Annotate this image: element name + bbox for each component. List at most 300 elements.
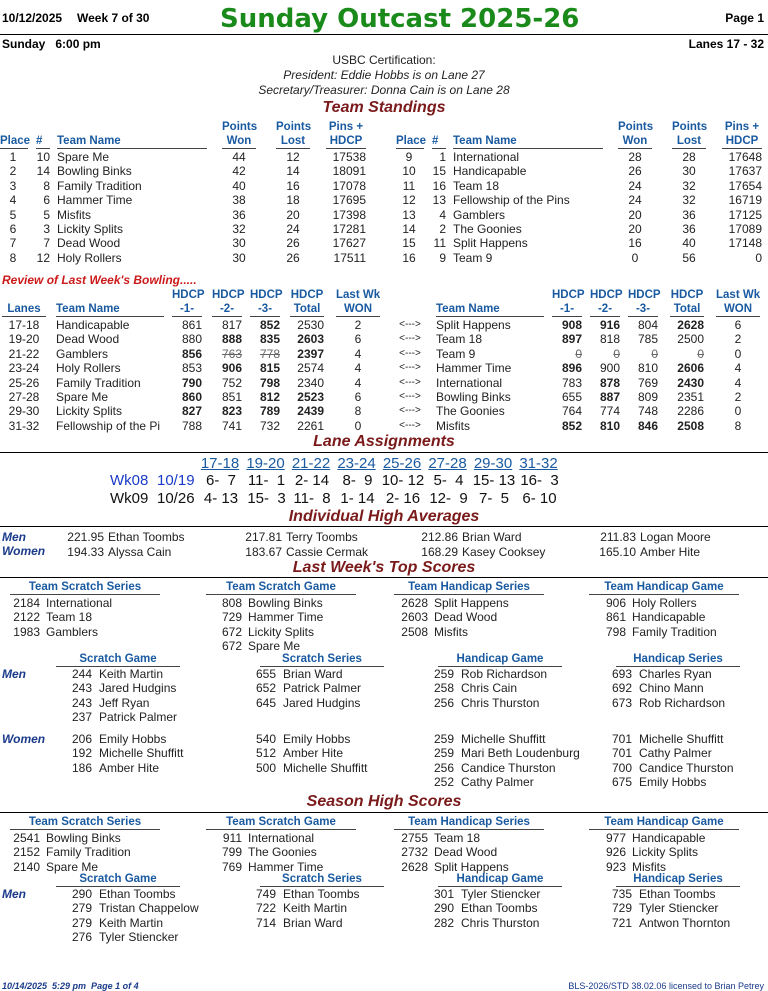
- bowler-name: Ethan Toombs: [639, 887, 716, 901]
- review-score-right: 2606: [677, 361, 704, 376]
- individual-score: 276: [71, 930, 92, 945]
- individual-score: 673: [611, 695, 632, 710]
- review-won-header: WON: [716, 303, 760, 317]
- review-lanes: 23-24: [8, 361, 40, 376]
- page-label: Page 1: [725, 11, 764, 25]
- team-score: 2755: [401, 831, 428, 845]
- review-score-right: 2430: [677, 375, 704, 390]
- day-time: Sunday 6:00 pm: [2, 37, 101, 51]
- individual-score: 279: [71, 901, 92, 916]
- lane-matchup: 6- 10: [522, 490, 557, 507]
- standing-team-num: 10: [36, 150, 50, 164]
- team-name: Family Tradition: [632, 624, 717, 639]
- individual-score: 252: [433, 775, 454, 790]
- average-value: 221.95: [67, 530, 104, 544]
- standing-team-num: 5: [43, 207, 50, 222]
- standing-team-num: 6: [43, 193, 50, 208]
- standing-points-lost: 26: [286, 236, 300, 251]
- standing-team-name: The Goonies: [453, 222, 522, 236]
- pins-header-top: Pins +: [328, 121, 364, 133]
- review-lanes: 29-30: [8, 404, 40, 419]
- standing-points-won: 38: [232, 193, 246, 208]
- review-won-left: 4: [354, 346, 362, 361]
- standing-team-name: Misfits: [57, 207, 91, 222]
- standing-team-name: Bowling Binks: [57, 164, 132, 179]
- team-score: 729: [221, 610, 242, 625]
- team-score-header: Team Handicap Series: [394, 581, 544, 595]
- team-name: Team 18: [434, 831, 481, 845]
- review-score-right: 818: [599, 332, 620, 347]
- bowler-name: Chris Cain: [461, 681, 518, 696]
- review-team-right: Bowling Binks: [436, 390, 511, 404]
- review-score-left: 790: [181, 375, 202, 390]
- standing-pins-hdcp: 17078: [332, 178, 366, 193]
- standing-team-num: 15: [432, 164, 446, 179]
- standing-place: 6: [9, 222, 17, 236]
- review-game-header: -1-: [172, 303, 202, 317]
- team-name: Lickity Splits: [632, 845, 699, 860]
- lane-matchup: 8- 9: [342, 472, 373, 489]
- team-score: 2628: [401, 859, 428, 874]
- lane-matchup: 15- 3: [247, 490, 286, 507]
- standing-points-lost: 12: [286, 150, 300, 164]
- review-score-left: 827: [181, 404, 202, 419]
- standing-team-num: 1: [439, 150, 446, 164]
- review-score-right: 0: [613, 346, 620, 361]
- review-team-right: Team 9: [436, 346, 476, 361]
- lane-assign-title: Lane Assignments: [313, 433, 455, 450]
- lastweek-rule: [0, 577, 768, 578]
- review-won-left: 2: [354, 318, 362, 332]
- review-score-right: 748: [637, 404, 658, 419]
- standing-pins-hdcp: 0: [755, 250, 762, 265]
- bowler-name: Ethan Toombs: [99, 887, 176, 901]
- review-total-header-top: HDCP: [290, 289, 324, 301]
- review-won-left: 8: [354, 404, 362, 419]
- pins-header: HDCP: [722, 135, 762, 149]
- individual-score-header: Handicap Game: [438, 873, 562, 887]
- bowler-name: Rob Richardson: [639, 695, 726, 710]
- standing-team-name: Family Tradition: [57, 178, 142, 193]
- review-title: Review of Last Week's Bowling.....: [2, 273, 197, 287]
- place-header: Place: [0, 135, 31, 147]
- standing-points-lost: 14: [286, 164, 300, 179]
- review-score-left: 788: [181, 418, 202, 433]
- team-name: Handicapable: [632, 610, 706, 625]
- bowler-name: Brian Ward: [283, 915, 343, 930]
- review-won-left: 6: [354, 390, 362, 404]
- week-label: Week 7 of 30: [77, 11, 150, 25]
- standing-team-num: 11: [433, 236, 446, 251]
- team-name: Handicapable: [632, 831, 706, 845]
- season-rule: [0, 812, 768, 813]
- standing-team-name: Holy Rollers: [57, 250, 122, 265]
- standing-team-name: Hammer Time: [57, 193, 133, 208]
- review-score-left: 2603: [297, 332, 324, 347]
- standing-pins-hdcp: 17695: [332, 193, 366, 208]
- bowler-name: Michelle Shuffitt: [639, 732, 724, 746]
- lane-pair-header: 25-26: [382, 455, 422, 472]
- standing-pins-hdcp: 17648: [728, 150, 762, 164]
- team-score: 2152: [13, 845, 40, 860]
- bowler-name: Amber Hite: [640, 544, 701, 559]
- individual-score: 259: [433, 667, 454, 681]
- average-value: 217.81: [245, 530, 282, 544]
- bowler-name: Chris Thurston: [461, 695, 540, 710]
- standing-team-num: 12: [36, 250, 50, 265]
- individual-score: 652: [255, 681, 276, 696]
- standing-points-won: 0: [631, 250, 639, 265]
- bowler-name: Tristan Chappelow: [99, 901, 199, 916]
- review-hdcp-header-top: HDCP: [552, 289, 585, 301]
- bowler-name: Chris Thurston: [461, 915, 540, 930]
- review-team-left: Lickity Splits: [56, 404, 123, 419]
- team-name: Team 18: [46, 610, 93, 625]
- bowler-name: Amber Hite: [99, 760, 160, 775]
- bowler-name: Ethan Toombs: [108, 530, 185, 544]
- review-won-right: 8: [734, 418, 742, 433]
- team-score: 798: [605, 624, 626, 639]
- individual-score: 729: [611, 901, 632, 916]
- team-score: 1983: [13, 624, 40, 639]
- individual-score: 192: [71, 746, 92, 761]
- lane-matchup: 16- 3: [520, 472, 559, 489]
- standing-team-name: Split Happens: [453, 236, 528, 251]
- bowler-name: Alyssa Cain: [108, 544, 172, 559]
- bowler-name: Terry Toombs: [286, 530, 358, 544]
- individual-score: 244: [71, 667, 92, 681]
- standing-points-won: 42: [232, 164, 246, 179]
- review-score-right: 916: [599, 318, 620, 332]
- league-title: Sunday Outcast 2025-26: [220, 4, 580, 34]
- standing-points-won: 28: [628, 150, 642, 164]
- review-game-header: -3-: [250, 303, 280, 317]
- standing-place: 8: [9, 250, 17, 265]
- lane-matchup: 2- 16: [385, 490, 421, 507]
- team-name: Spare Me: [248, 639, 301, 654]
- standing-team-name: Team 18: [453, 178, 500, 193]
- bowler-name: Logan Moore: [640, 530, 711, 544]
- versus-arrow: <--->: [399, 362, 421, 374]
- individual-score: 290: [433, 901, 454, 916]
- bowler-name: Jared Hudgins: [99, 681, 177, 696]
- team-num-header: #: [36, 135, 50, 149]
- points-lost-header-top: Points: [672, 121, 708, 133]
- standing-points-lost: 26: [286, 250, 300, 265]
- standing-place: 4: [9, 193, 17, 208]
- review-score-left: 789: [259, 404, 280, 419]
- review-won-right: 4: [734, 375, 742, 390]
- review-team-left: Fellowship of the Pi: [56, 418, 161, 433]
- team-score-header: Team Handicap Game: [589, 816, 739, 830]
- individual-score: 243: [71, 695, 92, 710]
- review-score-right: 785: [637, 332, 658, 347]
- standing-pins-hdcp: 17627: [332, 236, 366, 251]
- review-score-left: 861: [181, 318, 202, 332]
- men-label: Men: [2, 530, 26, 544]
- team-score-header: Team Scratch Game: [206, 581, 356, 595]
- standing-points-won: 24: [628, 178, 642, 193]
- team-name-header: Team Name: [453, 135, 603, 149]
- standing-team-num: 8: [43, 178, 50, 193]
- pins-header: HDCP: [326, 135, 366, 149]
- review-score-right: 774: [599, 404, 620, 419]
- team-score: 2508: [401, 624, 428, 639]
- lane-matchup: 11- 8: [293, 490, 331, 507]
- report-date: 10/12/2025: [2, 11, 63, 25]
- standings-title: Team Standings: [322, 99, 446, 116]
- standing-place: 1: [9, 150, 17, 164]
- individual-score: 290: [71, 887, 92, 901]
- team-score: 977: [605, 831, 626, 845]
- bowler-name: Tyler Stiencker: [461, 887, 541, 901]
- individual-score: 256: [433, 760, 454, 775]
- women-label: Women: [2, 544, 46, 558]
- average-value: 212.86: [421, 530, 458, 544]
- bowler-name: Brian Ward: [462, 530, 522, 544]
- standing-points-won: 32: [232, 222, 246, 236]
- standing-team-name: Team 9: [453, 250, 493, 265]
- team-score: 861: [605, 610, 626, 625]
- individual-score: 259: [433, 746, 454, 761]
- women-label: Women: [2, 732, 46, 746]
- standing-points-lost: 18: [286, 193, 300, 208]
- review-score-left: 851: [221, 390, 242, 404]
- team-score: 2122: [13, 610, 40, 625]
- review-score-right: 2508: [677, 418, 704, 433]
- standing-place: 3: [9, 178, 17, 193]
- points-lost-header-top: Points: [276, 121, 312, 133]
- standing-place: 11: [402, 178, 416, 193]
- review-hdcp-header-top: HDCP: [590, 289, 623, 301]
- team-score: 672: [221, 639, 242, 654]
- average-value: 211.83: [600, 530, 636, 544]
- standing-team-name: Spare Me: [57, 150, 110, 164]
- lane-pair-header: 31-32: [519, 455, 558, 472]
- review-score-left: 860: [181, 390, 202, 404]
- review-score-left: 752: [221, 375, 242, 390]
- bowler-name: Jeff Ryan: [99, 695, 150, 710]
- standing-pins-hdcp: 17125: [728, 207, 762, 222]
- team-score: 672: [221, 624, 242, 639]
- team-name: International: [248, 831, 315, 845]
- individual-score: 693: [611, 667, 632, 681]
- review-lanes: 31-32: [8, 418, 40, 433]
- individual-score: 301: [433, 887, 454, 901]
- standing-place: 14: [402, 222, 416, 236]
- points-won-header: Won: [618, 135, 652, 149]
- review-lanes: 17-18: [8, 318, 40, 332]
- individual-score: 256: [433, 695, 454, 710]
- review-score-left: 853: [181, 361, 202, 376]
- review-won-left: 4: [354, 375, 362, 390]
- individual-score: 206: [71, 732, 92, 746]
- team-name: Bowling Binks: [248, 596, 323, 610]
- bowler-name: Keith Martin: [99, 915, 164, 930]
- individual-score: 701: [611, 746, 632, 761]
- bowler-name: Kasey Cooksey: [462, 544, 546, 559]
- individual-score: 655: [255, 667, 276, 681]
- versus-arrow: <--->: [399, 347, 421, 359]
- footer-license: BLS-2026/STD 38.02.06 licensed to Brian Petrey: [568, 981, 764, 991]
- lastweek-title: Last Week's Top Scores: [292, 559, 476, 576]
- standing-pins-hdcp: 16719: [728, 193, 762, 208]
- individual-score: 675: [611, 775, 632, 790]
- bowler-name: Cassie Cermak: [286, 544, 369, 559]
- standing-place: 15: [402, 236, 416, 251]
- standing-team-num: 14: [36, 164, 50, 179]
- bowler-name: Jared Hudgins: [283, 695, 361, 710]
- team-name: Split Happens: [434, 596, 509, 610]
- review-score-left: 2439: [297, 404, 324, 419]
- team-score: 808: [221, 596, 242, 610]
- standing-place: 10: [402, 164, 416, 179]
- standing-pins-hdcp: 18091: [332, 164, 366, 179]
- footer-timestamp: 10/14/2025 5:29 pm Page 1 of 4: [2, 981, 139, 991]
- review-score-right: 0: [651, 346, 658, 361]
- review-score-right: 804: [637, 318, 658, 332]
- men-label: Men: [2, 887, 26, 901]
- pins-header-top: Pins +: [724, 121, 760, 133]
- points-lost-header: Lost: [276, 135, 310, 149]
- review-won-right: 2: [734, 390, 742, 404]
- team-num-header: #: [432, 135, 446, 149]
- review-team-left: Holy Rollers: [56, 361, 121, 376]
- review-total-header: Total: [290, 303, 324, 317]
- review-won-right: 4: [734, 361, 742, 376]
- standing-points-lost: 16: [286, 178, 300, 193]
- bowler-name: Brian Ward: [283, 667, 343, 681]
- review-team-right: Hammer Time: [436, 361, 512, 376]
- team-name: Hammer Time: [248, 859, 324, 874]
- individual-score: 722: [255, 901, 276, 916]
- review-won-right: 0: [734, 346, 742, 361]
- review-team-left: Handicapable: [56, 318, 130, 332]
- review-score-left: 856: [181, 346, 202, 361]
- men-label: Men: [2, 667, 26, 681]
- review-game-header: -2-: [212, 303, 242, 317]
- review-won-right: 0: [734, 404, 742, 419]
- review-team-left: Dead Wood: [56, 332, 120, 347]
- bowler-name: Tyler Stiencker: [99, 930, 179, 945]
- review-score-right: 897: [561, 332, 582, 347]
- lane-matchup: 1- 14: [340, 490, 375, 507]
- standing-team-num: 9: [439, 250, 446, 265]
- review-score-left: 778: [259, 346, 280, 361]
- review-score-right: 655: [561, 390, 582, 404]
- review-team-right: Split Happens: [436, 318, 511, 332]
- team-score: 2628: [401, 596, 428, 610]
- lane-matchup: 11- 1: [247, 472, 286, 489]
- review-total-header-top: HDCP: [670, 289, 704, 301]
- review-lanes: 25-26: [8, 375, 40, 390]
- individual-score: 186: [71, 760, 92, 775]
- review-score-left: 835: [259, 332, 280, 347]
- team-name: International: [46, 596, 113, 610]
- review-team-header: Team Name: [436, 303, 544, 317]
- review-won-right: 6: [734, 318, 742, 332]
- review-score-left: 741: [221, 418, 242, 433]
- lane-matchup: 7- 5: [478, 490, 509, 507]
- lane-matchup: 6- 7: [205, 472, 236, 489]
- individual-score-header: Scratch Series: [260, 873, 384, 887]
- lane-pair-header: 27-28: [428, 455, 467, 472]
- lane-matchup: 2- 14: [294, 472, 330, 489]
- standing-place: 5: [9, 207, 17, 222]
- review-lanes: 21-22: [8, 346, 40, 361]
- review-won-header: WON: [336, 303, 380, 317]
- team-score: 923: [605, 859, 626, 874]
- team-score-header: Team Scratch Series: [10, 816, 160, 830]
- week-date: 10/26: [157, 490, 195, 507]
- review-lastwk-header-top: Last Wk: [336, 289, 381, 301]
- review-hdcp-header-top: HDCP: [250, 289, 283, 301]
- standing-place: 7: [9, 236, 17, 251]
- cert-title: USBC Certification:: [332, 53, 436, 67]
- review-score-right: 810: [599, 418, 620, 433]
- bowler-name: Emily Hobbs: [283, 732, 351, 746]
- standing-team-num: 2: [439, 222, 446, 236]
- team-score: 2732: [401, 845, 428, 860]
- standing-points-won: 40: [232, 178, 246, 193]
- bowler-name: Antwon Thornton: [639, 915, 731, 930]
- review-score-left: 2574: [297, 361, 324, 376]
- bowler-name: Amber Hite: [283, 746, 344, 761]
- review-won-left: 6: [354, 332, 362, 347]
- standing-points-won: 30: [232, 250, 246, 265]
- bowler-name: Emily Hobbs: [639, 775, 707, 790]
- bowler-name: Patrick Palmer: [283, 681, 362, 696]
- review-score-left: 817: [221, 318, 242, 332]
- review-score-left: 823: [221, 404, 242, 419]
- review-score-left: 2530: [297, 318, 324, 332]
- review-score-right: 764: [561, 404, 582, 419]
- review-score-right: 908: [561, 318, 582, 332]
- review-total-header: Total: [670, 303, 704, 317]
- review-hdcp-header-top: HDCP: [628, 289, 661, 301]
- review-score-right: 809: [637, 390, 658, 404]
- standing-place: 12: [402, 193, 416, 208]
- standing-points-lost: 24: [286, 222, 300, 236]
- team-score: 2603: [401, 610, 428, 625]
- standing-points-won: 30: [232, 236, 246, 251]
- standing-points-won: 26: [628, 164, 642, 179]
- review-hdcp-header-top: HDCP: [172, 289, 205, 301]
- review-score-left: 888: [221, 332, 242, 347]
- bowler-name: Mari Beth Loudenburg: [461, 746, 580, 761]
- lanes-range: Lanes 17 - 32: [688, 37, 764, 51]
- review-score-left: 798: [259, 375, 280, 390]
- points-won-header-top: Points: [222, 121, 258, 133]
- standing-points-lost: 20: [286, 207, 300, 222]
- standing-points-lost: 40: [682, 236, 696, 251]
- versus-arrow: <--->: [399, 419, 421, 431]
- individual-score-header: Handicap Series: [616, 873, 740, 887]
- header-rule: [0, 34, 768, 35]
- team-score: 906: [605, 596, 626, 610]
- standing-place: 2: [9, 164, 17, 179]
- review-score-right: 783: [561, 375, 582, 390]
- individual-score: 512: [255, 746, 276, 761]
- review-team-right: Team 18: [436, 332, 483, 347]
- bowler-name: Keith Martin: [283, 901, 348, 916]
- standing-team-num: 13: [432, 193, 446, 208]
- team-score: 2541: [13, 831, 40, 845]
- standing-team-name: Lickity Splits: [57, 222, 124, 236]
- lane-pair-header: 17-18: [200, 455, 240, 472]
- standing-pins-hdcp: 17637: [728, 164, 762, 179]
- bowler-name: Ethan Toombs: [461, 901, 538, 916]
